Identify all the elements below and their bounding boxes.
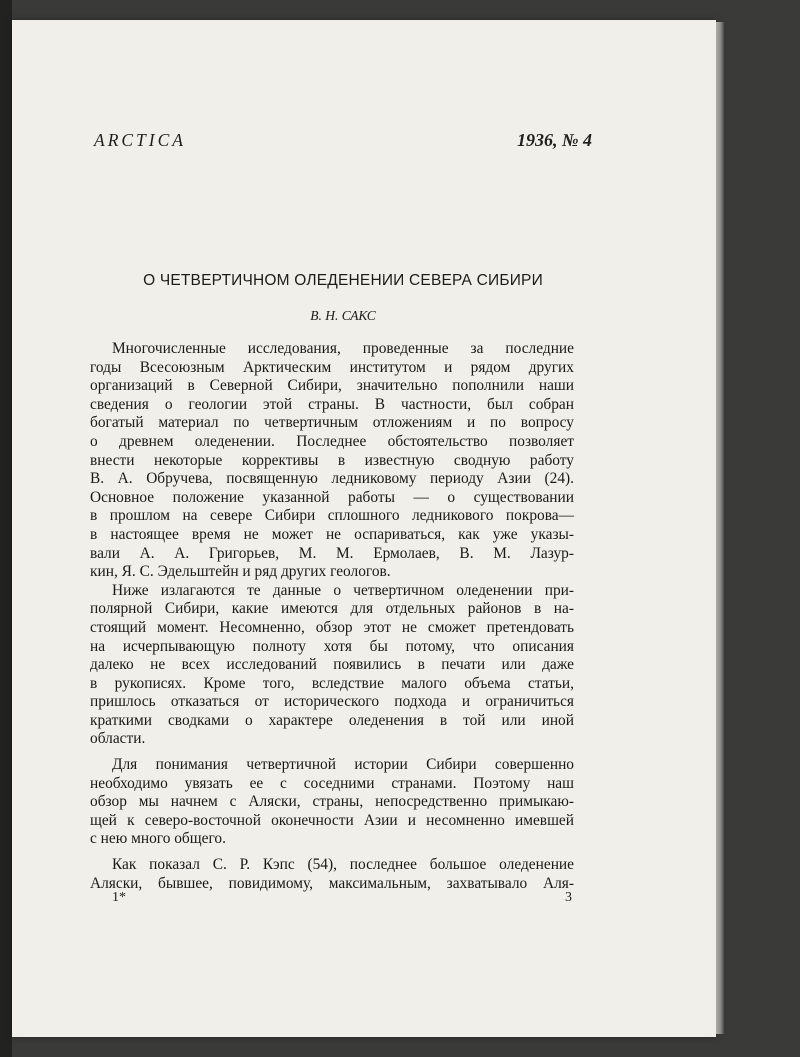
text-line: организаций в Северной Сибири, значительно пополнили наши	[90, 377, 574, 395]
page-footer	[112, 890, 572, 906]
paragraph-gap	[90, 749, 574, 756]
article-body	[90, 340, 574, 893]
text-line: обзор мы начнем с Аляски, страны, непосредственно примыкаю-	[90, 793, 574, 811]
text-line: богатый материал по четвертичным отложениям и по вопросу	[90, 414, 574, 432]
text-line: краткими сводками о характере оледенения в той или иной	[90, 711, 574, 729]
text-line: далеко не всех исследований появились в печати или даже	[90, 656, 574, 674]
text-line: необходимо увязать ее с соседними странами. Поэтому наш	[90, 774, 574, 792]
text-line: Основное положение указанной работы — о существовании	[90, 488, 574, 506]
running-head	[94, 130, 592, 151]
text-line: годы Всесоюзным Арктическим институтом и рядом других	[90, 358, 574, 376]
text-line: полярной Сибири, какие имеются для отдельных районов в на-	[90, 600, 574, 618]
article-title: О ЧЕТВЕРТИЧНОМ ОЛЕДЕНЕНИИ СЕВЕРА СИБИРИ	[143, 272, 543, 289]
paragraph	[90, 756, 574, 849]
text-line: области.	[90, 730, 146, 748]
text-line: щей к северо-восточной оконечности Азии и несомненно имевшей	[90, 811, 574, 829]
issue-number: 1936, № 4	[517, 130, 592, 150]
article-author: В. Н. САКС	[310, 308, 376, 323]
text-line: кин, Я. С. Эдельштейн и ряд других геологов.	[90, 563, 391, 581]
text-line: Аляски, бывшее, повидимому, максимальным, захватывало Аля-	[90, 874, 574, 892]
text-line: Многочисленные исследования, проведенные за последние	[112, 340, 574, 357]
text-line: стоящий момент. Несомненно, обзор этот не сможет претендовать	[90, 618, 574, 636]
text-line: в прошлом на севере Сибири сплошного ледникового покрова—	[90, 507, 574, 525]
text-line: Ниже излагаются те данные о четвертичном оледенении при-	[112, 581, 574, 599]
text-line: Как показал С. Р. Кэпс (54), последнее большое оледенение	[112, 856, 574, 874]
page-number: 3	[565, 890, 572, 905]
paragraph-gap	[90, 849, 574, 856]
journal-name: ARCTICA	[94, 130, 186, 150]
paragraph	[90, 856, 574, 893]
text-line: пришлось отказаться от исторического подхода и ограничиться	[90, 693, 574, 711]
text-line: на исчерпывающую полноту хотя бы потому, что описания	[90, 637, 574, 655]
text-line: Для понимания четвертичной истории Сибири совершенно	[112, 756, 574, 774]
scan-left-margin	[0, 0, 12, 1057]
signature-mark: 1*	[112, 890, 126, 905]
text-line: в настоящее время не может не оспариваться, как уже указы-	[90, 525, 574, 543]
text-line: внести некоторые коррективы в известную сводную работу	[90, 451, 574, 469]
paragraph	[90, 582, 574, 749]
text-line: с нею много общего.	[90, 830, 226, 848]
page-edge	[716, 22, 724, 1034]
text-line: о древнем оледенении. Последнее обстоятельство позволяет	[90, 432, 574, 450]
paragraph	[90, 340, 574, 582]
text-line: В. А. Обручева, посвященную ледниковому периоду Азии (24).	[90, 470, 574, 488]
text-line: сведения о геологии этой страны. В частности, был собран	[90, 395, 574, 413]
text-line: в рукописях. Кроме того, вследствие малого объема статьи,	[90, 674, 574, 692]
text-line: вали А. А. Григорьев, М. М. Ермолаев, В. М. Лазур-	[90, 544, 574, 562]
